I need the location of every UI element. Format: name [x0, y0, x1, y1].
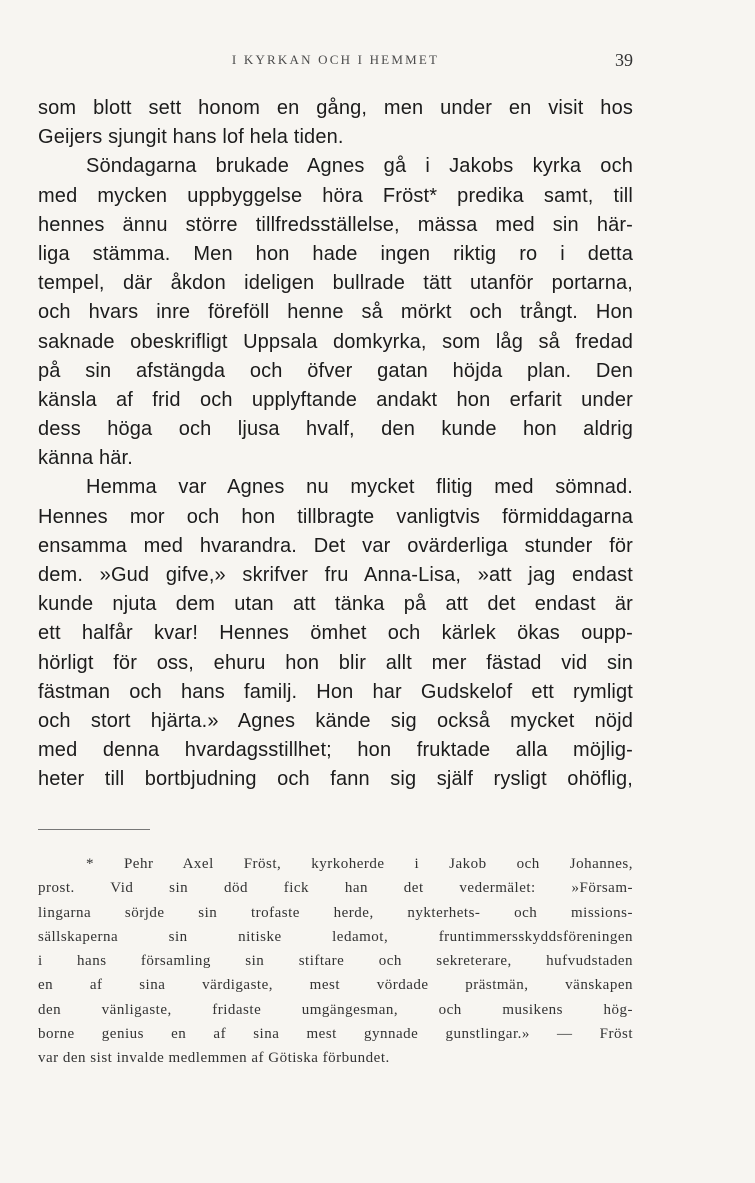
footnote-line: * Pehr Axel Fröst, kyrkoherde i Jakob och Johannes,	[86, 856, 633, 872]
text-line: dess höga och ljusa hvalf, den kunde hon aldrig	[38, 418, 633, 441]
text-line: Söndagarna brukade Agnes gå i Jakobs kyrka och	[86, 155, 633, 178]
text-line: Hemma var Agnes nu mycket flitig med sömnad.	[86, 476, 633, 499]
text-line: liga stämma. Men hon hade ingen riktig ro i detta	[38, 242, 633, 265]
running-title: I KYRKAN OCH I HEMMET	[231, 52, 440, 67]
text-line: hennes ännu större tillfredsställelse, mässa med sin här-	[38, 213, 633, 236]
footnote-line: i hans församling sin stiftare och sekreterare, hufvudstaden	[38, 953, 633, 970]
text-line: och stort hjärta.» Agnes kände sig också mycket nöjd	[38, 709, 633, 732]
footnote	[38, 852, 633, 1071]
text-line: Hennes mor och hon tillbragte vanligtvis förmiddagarna	[38, 505, 633, 528]
text-line: som blott sett honom en gång, men under en visit hos	[38, 97, 633, 119]
text-line: tempel, där åkdon ideligen bullrade tätt utanför portarna,	[38, 272, 633, 295]
text-line: saknade obeskrifligt Uppsala domkyrka, som låg så fredad	[38, 330, 633, 353]
text-line: känsla af frid och upplyftande andakt hon erfarit under	[38, 388, 633, 411]
footnote-line: borne genius en af sina mest gynnade gunstlingar.» — Fröst	[38, 1026, 633, 1043]
text-line: heter till bortbjudning och fann sig själf rysligt ohöflig,	[38, 768, 633, 791]
text-line: känna här.	[38, 447, 133, 470]
text-line: och hvars inre föreföll henne så mörkt och trångt. Hon	[38, 301, 633, 324]
footnote-line: lingarna sörjde sin trofaste herde, nykterhets- och missions-	[38, 904, 633, 921]
footnote-divider	[38, 829, 150, 830]
text-line: ensamma med hvarandra. Det var ovärderliga stunder för	[38, 534, 633, 557]
footnote-line: var den sist invalde medlemmen af Götiska förbundet.	[38, 1050, 390, 1067]
text-line: kunde njuta dem utan att tänka på att det endast är	[38, 593, 633, 616]
text-line: på sin afstängda och öfver gatan höjda plan. Den	[38, 359, 633, 382]
footnote-line: prost. Vid sin död fick han det vedermälet: »Försam-	[38, 880, 633, 897]
text-line: Geijers sjungit hans lof hela tiden.	[38, 126, 344, 149]
text-line: fästman och hans familj. Hon har Gudskelof ett rymligt	[38, 680, 633, 703]
text-line: dem. »Gud gifve,» skrifver fru Anna-Lisa, »att jag endast	[38, 564, 633, 586]
body-text	[38, 94, 633, 795]
text-line: med denna hvardagsstillhet; hon fruktade alla möjlig-	[38, 739, 633, 762]
footnote-line: en af sina värdigaste, mest vördade prästmän, vänskapen	[38, 977, 633, 994]
text-line: med mycken uppbyggelse höra Fröst* predika samt, till	[38, 184, 633, 207]
running-head	[38, 50, 633, 72]
footnote-line: den vänligaste, fridaste umgängesman, och musikens hög-	[38, 1001, 633, 1018]
page-number: 39	[615, 50, 633, 70]
footnote-line: sällskaperna sin nitiske ledamot, fruntimmersskyddsföreningen	[38, 928, 633, 945]
text-line: hörligt för oss, ehuru hon blir allt mer fästad vid sin	[38, 651, 633, 674]
text-line: ett halfår kvar! Hennes ömhet och kärlek ökas oupp-	[38, 622, 633, 645]
